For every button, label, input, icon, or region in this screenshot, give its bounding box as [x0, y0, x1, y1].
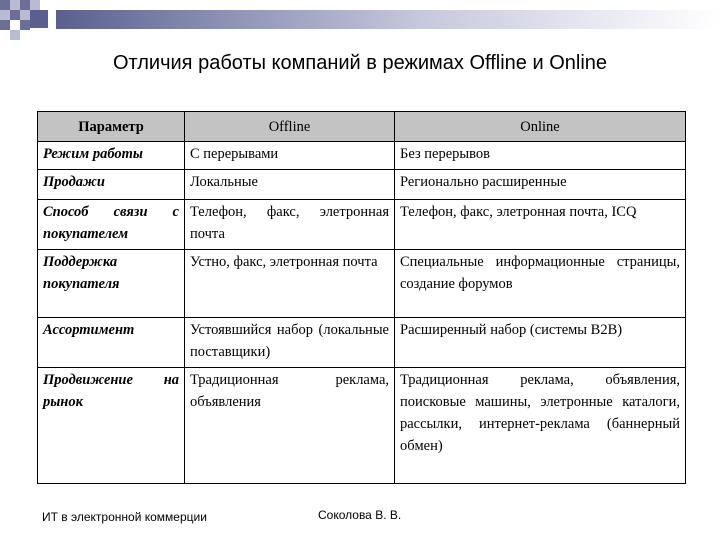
- deco-square: [0, 20, 10, 30]
- decorative-header-pattern: [0, 0, 720, 40]
- row-offline: Устоявшийся набор (локальные поставщики): [185, 318, 395, 368]
- row-online: Расширенный набор (системы B2B): [395, 318, 686, 368]
- row-parameter: Способ связи с покупателем: [38, 200, 185, 250]
- deco-square: [20, 20, 30, 30]
- footer-author: Соколова В. В.: [318, 508, 402, 522]
- deco-square: [10, 0, 20, 10]
- table-row: [38, 250, 686, 318]
- header-offline: Offline: [185, 112, 395, 142]
- row-offline: Локальные: [185, 170, 395, 200]
- row-parameter: Поддержка покупателя: [38, 250, 185, 318]
- deco-gradient-bar: [56, 10, 720, 29]
- row-parameter: Ассортимент: [38, 318, 185, 368]
- row-online: Без перерывов: [395, 142, 686, 170]
- row-online: Специальные информационные страницы, создание форумов: [395, 250, 686, 318]
- footer-course: ИТ в электронной коммерции: [42, 510, 207, 524]
- comparison-table: [37, 111, 686, 484]
- deco-square: [20, 0, 30, 10]
- table-header-row: [38, 112, 686, 142]
- row-online: Регионально расширенные: [395, 170, 686, 200]
- row-offline: Устно, факс, элетронная почта: [185, 250, 395, 318]
- row-online: Телефон, факс, элетронная почта, ICQ: [395, 200, 686, 250]
- deco-square: [0, 0, 10, 10]
- row-parameter: Продажи: [38, 170, 185, 200]
- table-row: [38, 142, 686, 170]
- table-row: [38, 318, 686, 368]
- deco-square: [30, 0, 40, 10]
- deco-square: [20, 10, 30, 20]
- row-offline: С перерывами: [185, 142, 395, 170]
- header-online: Online: [395, 112, 686, 142]
- table-row: [38, 170, 686, 200]
- deco-square: [0, 10, 10, 20]
- deco-square: [30, 10, 48, 28]
- table-row: [38, 368, 686, 484]
- row-parameter: Режим работы: [38, 142, 185, 170]
- row-parameter: Продвижение на рынок: [38, 368, 185, 484]
- row-offline: Телефон, факс, элетронная почта: [185, 200, 395, 250]
- header-parameter: Параметр: [38, 112, 185, 142]
- row-offline: Традиционная реклама, объявления: [185, 368, 395, 484]
- deco-square: [10, 30, 20, 40]
- slide-title: Отличия работы компаний в режимах Offline и Online: [112, 52, 608, 74]
- deco-square: [10, 10, 20, 20]
- row-online: Традиционная реклама, объявления, поисковые машины, элетронные каталоги, рассылки, интернет-реклама (баннерный обмен): [395, 368, 686, 484]
- table-row: [38, 200, 686, 250]
